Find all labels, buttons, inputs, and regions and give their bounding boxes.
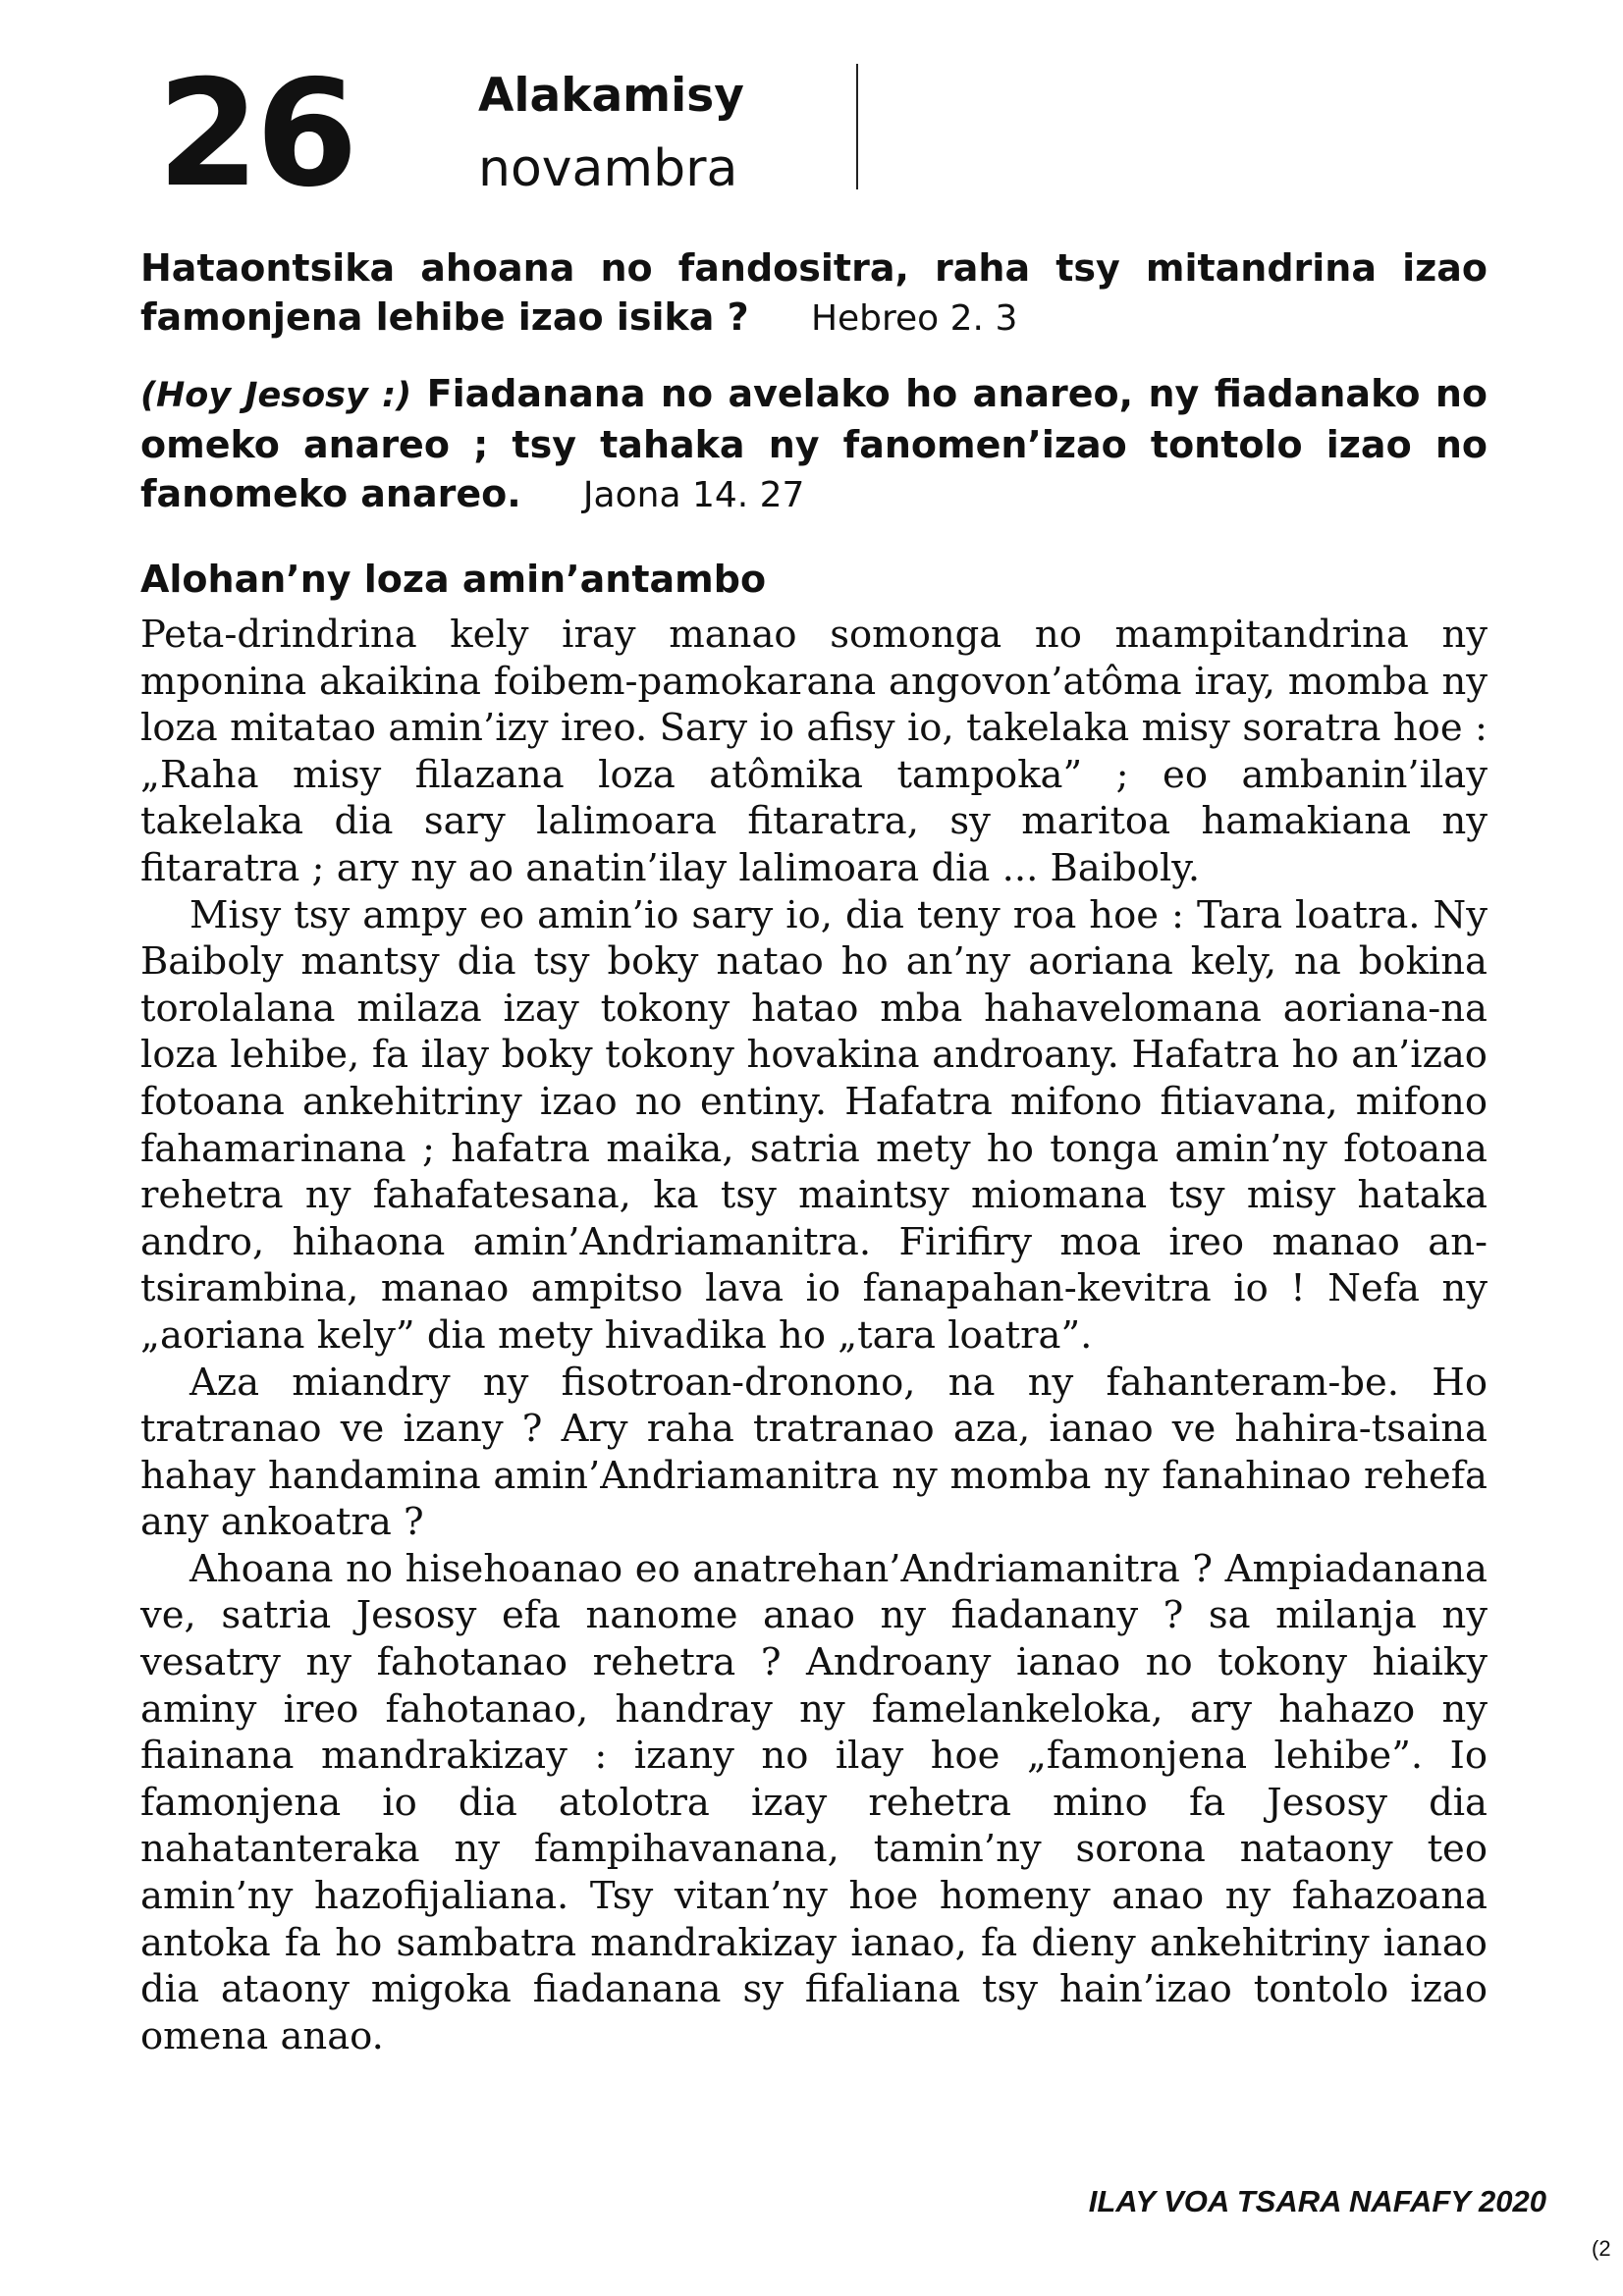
weekday: Alakamisy (478, 69, 744, 123)
article-heading: Alohan’ny loza amin’antambo (140, 558, 767, 601)
paragraph-1: Peta-drindrina kely iray manao somonga no mampitandrina ny mponina akaikina foibem-pamokarana angovon’atôma iray, momba ny loza mitatao amin’izy ireo. Sary io afisy io, takelaka misy soratra hoe : „Raha misy filazana loza atômika tampoka” ; eo ambanin’ilay takelaka dia sary lalimoara fitaratra, sy maritoa hamakiana ny fitaratra ; ary ny ao anatin’ilay lalimoara dia ... Baiboly. (140, 613, 1488, 890)
verse-2-text: Fiadanana no avelako ho anareo, ny fiadanako no omeko anareo ; tsy tahaka ny fanomen’izao tontolo izao no fanomeko anareo. (140, 372, 1488, 515)
paragraph-4: Ahoana no hisehoanao eo anatrehan’Andriamanitra ? Ampiadanana ve, satria Jesosy efa nanome anao ny fiadanany ? sa milanja ny vesatry ny fahotanao rehetra ? Androany ianao no tokony hiaiky aminy ireo fahotanao, handray ny famelankeloka, ary hahazo ny fiainana mandrakizay : izany no ilay hoe „famonjena lehibe”. Io famonjena io dia atolotra izay rehetra mino fa Jesosy dia nahatanteraka ny fampihavanana, tamin’ny sorona nataony teo amin’ny hazofijaliana. Tsy vitan’ny hoe homeny anao ny fahazoana antoka fa ho sambatra mandrakizay ianao, fa dieny ankehitriny ianao dia ataony migoka fiadanana sy fifaliana tsy hain’izao tontolo izao omena anao. (140, 1546, 1488, 2058)
publication-title: ILAY VOA TSARA NAFAFY 2020 (1088, 2184, 1546, 2218)
paragraph-3: Aza miandry ny fisotroan-dronono, na ny fahanteram-be. Ho tratranao ve izany ? Ary raha tratranao aza, ianao ve hahira-tsaina hahay handamina amin’Andriamanitra ny momba ny fanahinao rehefa any ankoatra ? (140, 1360, 1488, 1545)
verse-1-reference: Hebreo 2. 3 (810, 298, 1018, 339)
header-divider (856, 64, 858, 189)
month: novambra (478, 139, 738, 198)
verse-2-speaker: (Hoy Jesosy :) (140, 376, 412, 415)
day-number: 26 (157, 49, 354, 220)
article-body (140, 612, 1488, 2059)
verse-1-text: Hataontsika ahoana no fandositra, raha tsy mitandrina izao famonjena lehibe izao isika ? (140, 246, 1488, 339)
date-header (157, 49, 884, 220)
verse-2-reference: Jaona 14. 27 (582, 475, 805, 515)
page-mark: (2 (1592, 2236, 1611, 2261)
verse-2 (140, 369, 1488, 520)
verse-1 (140, 243, 1488, 344)
paragraph-2: Misy tsy ampy eo amin’io sary io, dia teny roa hoe : Tara loatra. Ny Baiboly mantsy dia tsy boky natao ho an’ny aoriana kely, na bokina torolalana milaza izay tokony hatao mba hahavelomana aoriana-na loza lehibe, fa ilay boky tokony hovakina androany. Hafatra ho an’izao fotoana ankehitriny izao no entiny. Hafatra mifono fitiavana, mifono fahamarinana ; hafatra maika, satria mety ho tonga amin’ny fotoana rehetra ny fahafatesana, ka tsy maintsy miomana tsy misy hataka andro, hihaona amin’Andriamanitra. Firifiry moa ireo manao an-tsirambina, manao ampitso lava io fanapahan-kevitra io ! Nefa ny „aoriana kely” dia mety hivadika ho „tara loatra”. (140, 892, 1488, 1358)
